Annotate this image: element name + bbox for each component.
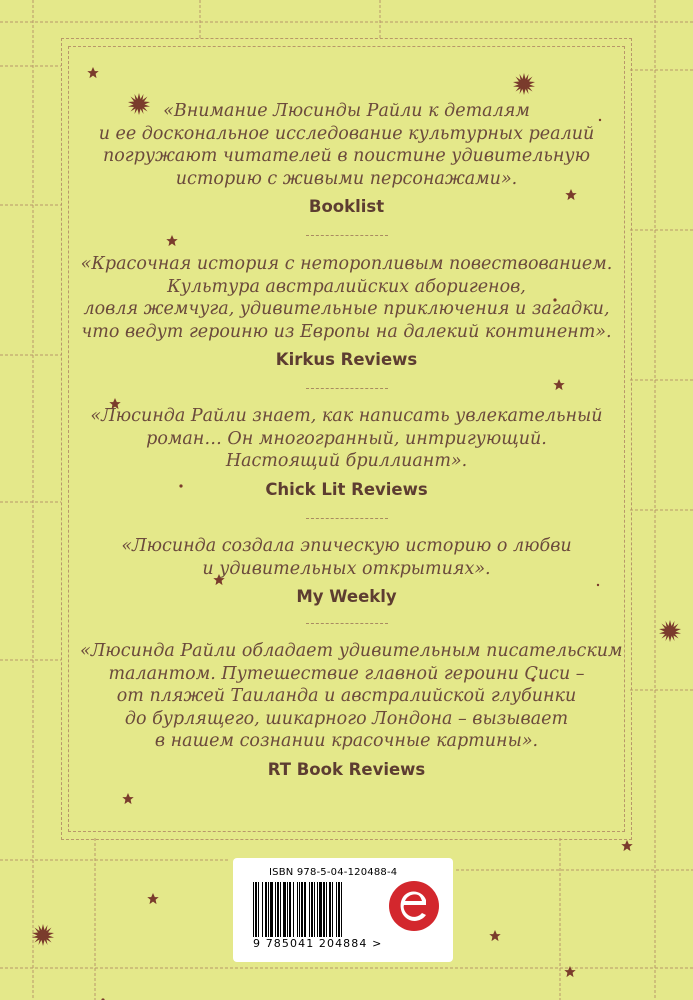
barcode-digits: 9 785041 204884 > <box>253 937 383 950</box>
quote-line: и ее доскональное исследование культурных реалий <box>98 123 595 144</box>
barcode-bar <box>319 882 322 942</box>
quote-text <box>80 253 613 343</box>
divider <box>306 623 388 624</box>
star-icon <box>166 235 177 246</box>
barcode-bar <box>265 882 267 942</box>
barcode-bar <box>270 882 273 942</box>
barcode-bar <box>268 882 269 942</box>
quote-line: «Внимание Люсинды Райли к деталям <box>163 101 530 121</box>
quote-source: RT Book Reviews <box>267 759 426 779</box>
sunburst-icon <box>513 73 535 95</box>
barcode-bar <box>338 882 340 942</box>
quote-line: талантом. Путешествие главной героини Сиси – <box>108 663 585 684</box>
star-icon <box>122 793 133 804</box>
barcode-bar <box>329 882 331 942</box>
quote-line: «Люсинда Райли знает, как написать увлекательный <box>90 406 603 426</box>
review-quote-4 <box>80 535 613 606</box>
review-quote-3 <box>80 405 613 499</box>
isbn-label: ISBN 978-5-04-120488-4 <box>269 867 398 878</box>
barcode-bar <box>323 882 325 942</box>
quote-line: Настоящий бриллиант». <box>225 451 468 471</box>
barcode-bar <box>287 882 288 942</box>
barcode-bar <box>301 882 303 942</box>
quote-line: что ведут героиню из Европы на далекий континент». <box>81 321 612 342</box>
quote-line: от пляжей Таиланда и австралийской глубинки <box>116 686 577 706</box>
barcode-bar <box>262 882 263 942</box>
eksmo-logo-icon <box>388 880 440 932</box>
barcode-bar <box>255 882 257 942</box>
divider <box>306 388 388 389</box>
barcode-bar <box>309 882 310 942</box>
barcode-bar <box>277 882 279 942</box>
divider <box>306 518 388 519</box>
quote-text <box>80 535 613 580</box>
review-quote-2 <box>80 253 613 369</box>
barcode-bar <box>275 882 276 942</box>
quote-line: до бурлящего, шикарного Лондона – вызывает <box>124 708 569 729</box>
quote-line: погружают читателей в поистине удивительную <box>103 146 590 166</box>
barcode-bar <box>297 882 298 942</box>
quote-line: и удивительных открытиях». <box>202 558 491 579</box>
barcode-bar <box>299 882 300 942</box>
quote-source: Booklist <box>308 197 385 216</box>
divider <box>306 235 388 236</box>
barcode-bar <box>317 882 318 942</box>
quote-text <box>80 100 613 190</box>
barcode-bar <box>311 882 313 942</box>
barcode-bar <box>326 882 327 942</box>
barcode-bar <box>293 882 294 942</box>
quote-line: в нашем сознании красочные картины». <box>154 731 539 751</box>
barcode-bar <box>341 882 342 942</box>
review-quote-1 <box>80 100 613 216</box>
barcode-bar <box>280 882 281 942</box>
barcode-bar <box>289 882 291 942</box>
quote-line: историю с живыми персонажами». <box>175 168 518 189</box>
barcode <box>251 882 391 944</box>
review-quote-5 <box>80 640 623 779</box>
star-icon <box>564 966 575 977</box>
quote-line: Культура австралийских аборигенов, <box>167 276 526 297</box>
quote-line: «Люсинда создала эпическую историю о любви <box>121 536 572 556</box>
barcode-bar <box>304 882 306 942</box>
quote-source: My Weekly <box>296 587 397 606</box>
sunburst-icon <box>659 620 681 642</box>
quote-line: ловля жемчуга, удивительные приключения и загадки, <box>83 299 610 319</box>
star-icon <box>147 893 158 904</box>
barcode-bar <box>314 882 315 942</box>
quote-source: Chick Lit Reviews <box>265 479 428 499</box>
star-icon <box>489 930 500 941</box>
star-icon <box>621 840 632 851</box>
quote-line: роман… Он многогранный, интригующий. <box>146 428 547 449</box>
barcode-bar <box>253 882 254 942</box>
quote-text <box>80 405 613 473</box>
sunburst-icon <box>32 924 54 946</box>
star-icon <box>87 67 98 78</box>
barcode-bar <box>332 882 333 942</box>
barcode-bar <box>283 882 286 942</box>
star-icon <box>553 379 564 390</box>
quote-source: Kirkus Reviews <box>275 350 418 369</box>
barcode-bar <box>336 882 337 942</box>
barcode-bar <box>258 882 259 942</box>
quote-line: «Красочная история с неторопливым повествованием. <box>80 254 613 274</box>
quote-text <box>80 640 623 753</box>
quote-line: «Люсинда Райли обладает удивительным писательским <box>80 641 623 661</box>
